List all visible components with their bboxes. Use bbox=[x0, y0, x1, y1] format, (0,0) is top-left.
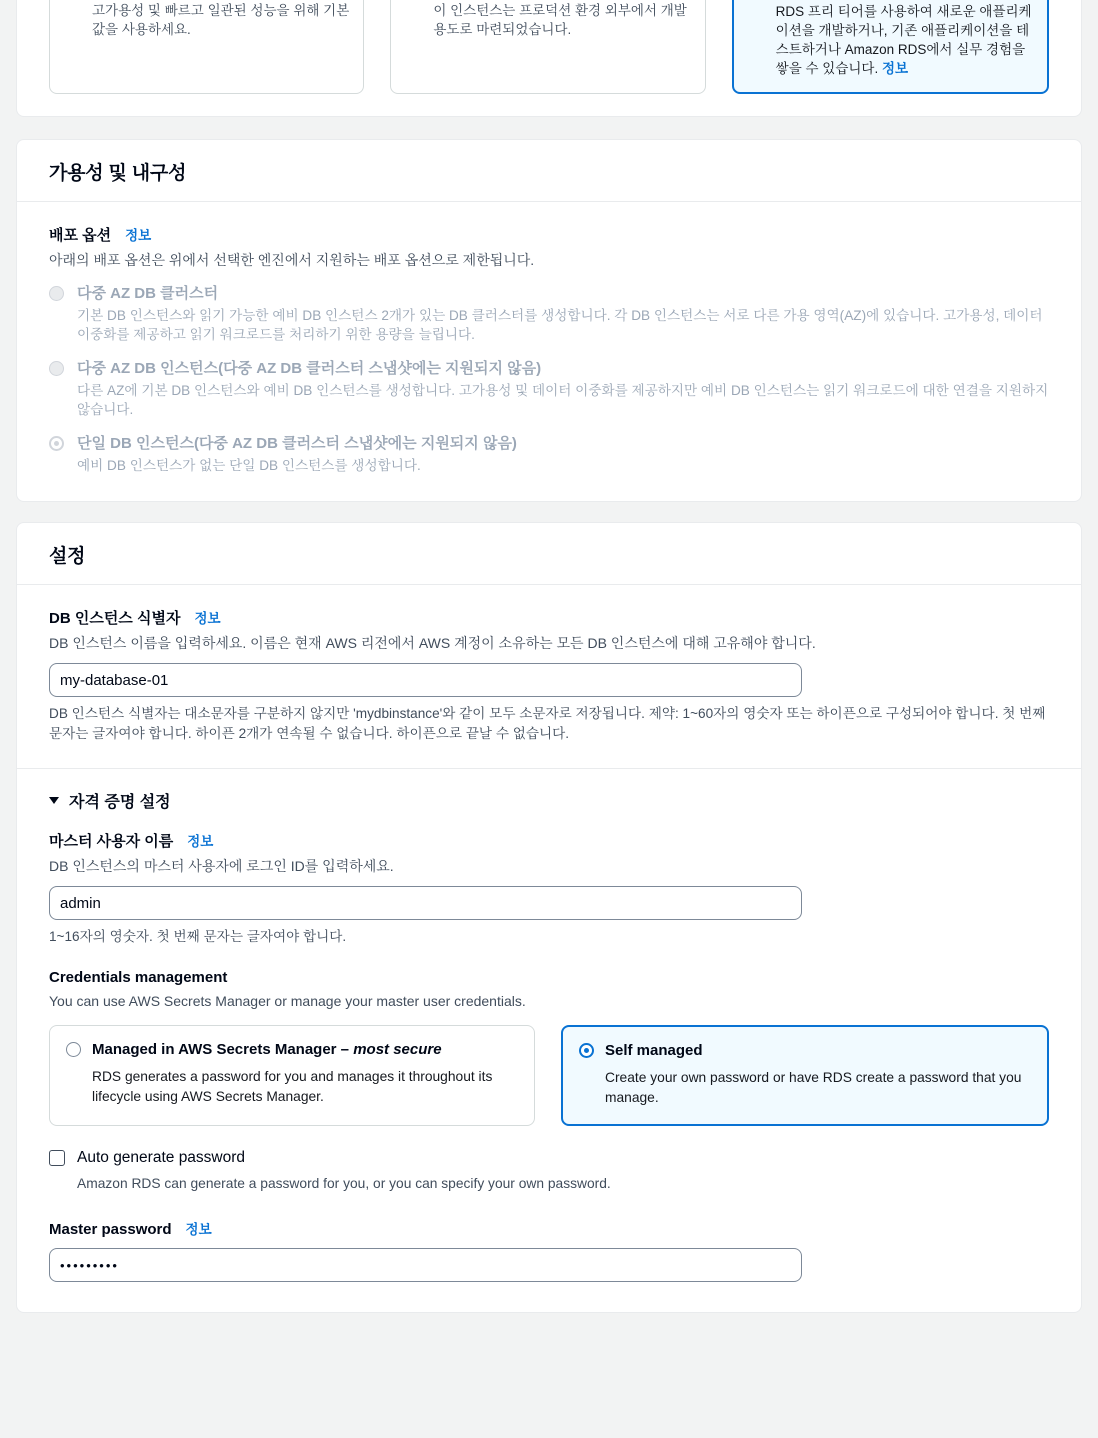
radio-single-instance bbox=[49, 436, 64, 451]
deployment-option-multi-az-instance[interactable] bbox=[49, 359, 1049, 419]
db-identifier-label: DB 인스턴스 식별자 bbox=[49, 610, 181, 627]
availability-panel-header bbox=[17, 140, 1081, 202]
credentials-option-self-managed[interactable] bbox=[561, 1025, 1049, 1126]
template-card-free-tier[interactable] bbox=[732, 0, 1049, 94]
deployment-option-multi-az-cluster-label: 다중 AZ DB 클러스터 bbox=[77, 285, 219, 302]
info-link-deployment[interactable]: 정보 bbox=[125, 228, 152, 243]
deployment-option-single-instance-desc: 예비 DB 인스턴스가 없는 단일 DB 인스턴스를 생성합니다. bbox=[77, 458, 421, 473]
deployment-option-single-instance-label: 단일 DB 인스턴스(다중 AZ DB 클러스터 스냅샷에는 지원되지 않음) bbox=[77, 435, 517, 452]
credentials-option-self-managed-head bbox=[579, 1041, 1031, 1061]
template-production-desc: 고가용성 및 빠르고 일관된 성능을 위해 기본값을 사용하세요. bbox=[92, 3, 350, 37]
credentials-management-label: Credentials management bbox=[49, 969, 228, 986]
master-username-label-row bbox=[49, 830, 1049, 851]
db-identifier-hint: DB 인스턴스 식별자는 대소문자를 구분하지 않지만 'mydbinstance'와 같이 모두 소문자로 저장됩니다. 제약: 1~60자의 영숫자 또는 하이픈으로 구성되어야 합니다. 첫 번째 문자는 글자여야 합니다. 하이픈 2개가 연속될 수 없습니다. 하이픈으로 끝날 수 없습니다. bbox=[49, 706, 1046, 741]
credentials-option-secrets-manager[interactable] bbox=[49, 1025, 535, 1126]
master-username-hint: 1~16자의 영숫자. 첫 번째 문자는 글자여야 합니다. bbox=[49, 929, 347, 944]
auto-generate-password-checkbox[interactable] bbox=[49, 1150, 65, 1166]
info-link-db-identifier[interactable]: 정보 bbox=[194, 611, 221, 626]
radio-self-managed[interactable] bbox=[579, 1043, 594, 1058]
auto-generate-password-row[interactable] bbox=[49, 1148, 1049, 1168]
auto-generate-password-label: Auto generate password bbox=[77, 1149, 246, 1166]
settings-panel bbox=[16, 522, 1082, 1313]
db-identifier-input[interactable] bbox=[49, 663, 802, 697]
availability-panel bbox=[16, 139, 1082, 502]
settings-panel-header bbox=[17, 523, 1081, 585]
credentials-secrets-manager-title-emphasis: most secure bbox=[353, 1041, 442, 1058]
radio-multi-az-instance bbox=[49, 361, 64, 376]
deployment-description: 아래의 배포 옵션은 위에서 선택한 엔진에서 지원하는 배포 옵션으로 제한됩니다. bbox=[49, 252, 535, 268]
master-password-block bbox=[49, 1218, 1049, 1282]
master-password-label: Master password bbox=[49, 1221, 172, 1238]
auto-generate-password-desc: Amazon RDS can generate a password for you, or you can specify your own password. bbox=[77, 1176, 611, 1191]
master-username-input[interactable] bbox=[49, 886, 802, 920]
availability-panel-body bbox=[17, 202, 1081, 501]
template-card-dev-test[interactable] bbox=[390, 0, 705, 94]
deployment-option-multi-az-cluster-desc: 기본 DB 인스턴스와 읽기 가능한 예비 DB 인스턴스 2개가 있는 DB 클러스터를 생성합니다. 각 DB 인스턴스는 서로 다른 가용 영역(AZ)에 있습니다. 고가용성, 데이터 이중화를 제공하고 읽기 워크로드를 처리하기 위한 용량을 늘립니다. bbox=[77, 308, 1043, 342]
template-dev-test-desc: 이 인스턴스는 프로덕션 환경 외부에서 개발 용도로 마련되었습니다. bbox=[433, 3, 687, 37]
master-username-label: 마스터 사용자 이름 bbox=[49, 833, 174, 850]
master-password-input[interactable] bbox=[49, 1248, 802, 1282]
db-identifier-description: DB 인스턴스 이름을 입력하세요. 이름은 현재 AWS 리전에서 AWS 계정이 소유하는 모든 DB 인스턴스에 대해 고유해야 합니다. bbox=[49, 635, 816, 651]
credentials-management-block bbox=[49, 969, 1049, 1126]
template-free-tier-desc-text: RDS 프리 티어를 사용하여 새로운 애플리케이션을 개발하거나, 기존 애플리케이션을 테스트하거나 Amazon RDS에서 실무 경험을 쌓을 수 있습니다. bbox=[775, 4, 1032, 76]
db-identifier-label-row bbox=[49, 607, 1049, 628]
credentials-management-description: You can use AWS Secrets Manager or manage your master user credentials. bbox=[49, 993, 526, 1009]
db-identifier-block bbox=[49, 607, 1049, 744]
credentials-option-self-managed-desc: Create your own password or have RDS create a password that you manage. bbox=[605, 1070, 1022, 1105]
template-free-tier-desc bbox=[776, 2, 1033, 78]
deployment-option-multi-az-instance-label: 다중 AZ DB 인스턴스(다중 AZ DB 클러스터 스냅샷에는 지원되지 않음) bbox=[77, 360, 542, 377]
settings-title: 설정 bbox=[49, 546, 86, 567]
credentials-settings-expander[interactable] bbox=[49, 789, 1049, 812]
deployment-label-row bbox=[49, 224, 1049, 245]
credentials-management-options bbox=[49, 1025, 1049, 1126]
chevron-down-icon bbox=[49, 797, 59, 804]
deployment-options-list bbox=[49, 284, 1049, 475]
info-link-free-tier[interactable]: 정보 bbox=[881, 61, 909, 76]
template-card-production[interactable] bbox=[49, 0, 364, 94]
credentials-option-self-managed-title: Self managed bbox=[605, 1042, 703, 1059]
deployment-label: 배포 옵션 bbox=[49, 227, 112, 244]
template-card-row bbox=[49, 0, 1049, 94]
deployment-option-multi-az-cluster[interactable] bbox=[49, 284, 1049, 344]
info-link-master-password[interactable]: 정보 bbox=[185, 1222, 212, 1237]
templates-panel bbox=[16, 0, 1082, 117]
radio-secrets-manager[interactable] bbox=[66, 1042, 81, 1057]
settings-panel-body bbox=[17, 585, 1081, 1312]
master-username-description: DB 인스턴스의 마스터 사용자에 로그인 ID를 입력하세요. bbox=[49, 858, 394, 874]
settings-divider bbox=[17, 768, 1081, 769]
credentials-option-secrets-manager-title bbox=[92, 1040, 442, 1060]
master-password-label-row bbox=[49, 1218, 1049, 1238]
availability-title: 가용성 및 내구성 bbox=[49, 163, 187, 184]
credentials-option-secrets-manager-desc: RDS generates a password for you and manages it throughout its lifecycle using AWS Secrets Manager. bbox=[92, 1069, 493, 1104]
radio-multi-az-cluster bbox=[49, 286, 64, 301]
deployment-option-single-instance[interactable] bbox=[49, 434, 1049, 475]
info-link-master-username[interactable]: 정보 bbox=[187, 834, 214, 849]
master-username-block bbox=[49, 830, 1049, 947]
credentials-settings-label: 자격 증명 설정 bbox=[69, 794, 171, 811]
deployment-option-multi-az-instance-desc: 다른 AZ에 기본 DB 인스턴스와 예비 DB 인스턴스를 생성합니다. 고가용성 및 데이터 이중화를 제공하지만 예비 DB 인스턴스는 읽기 워크로드에 대한 연결을 지원하지 않습니다. bbox=[77, 383, 1049, 417]
credentials-option-secrets-manager-head bbox=[66, 1040, 518, 1060]
credentials-secrets-manager-title-text: Managed in AWS Secrets Manager – bbox=[92, 1041, 354, 1058]
